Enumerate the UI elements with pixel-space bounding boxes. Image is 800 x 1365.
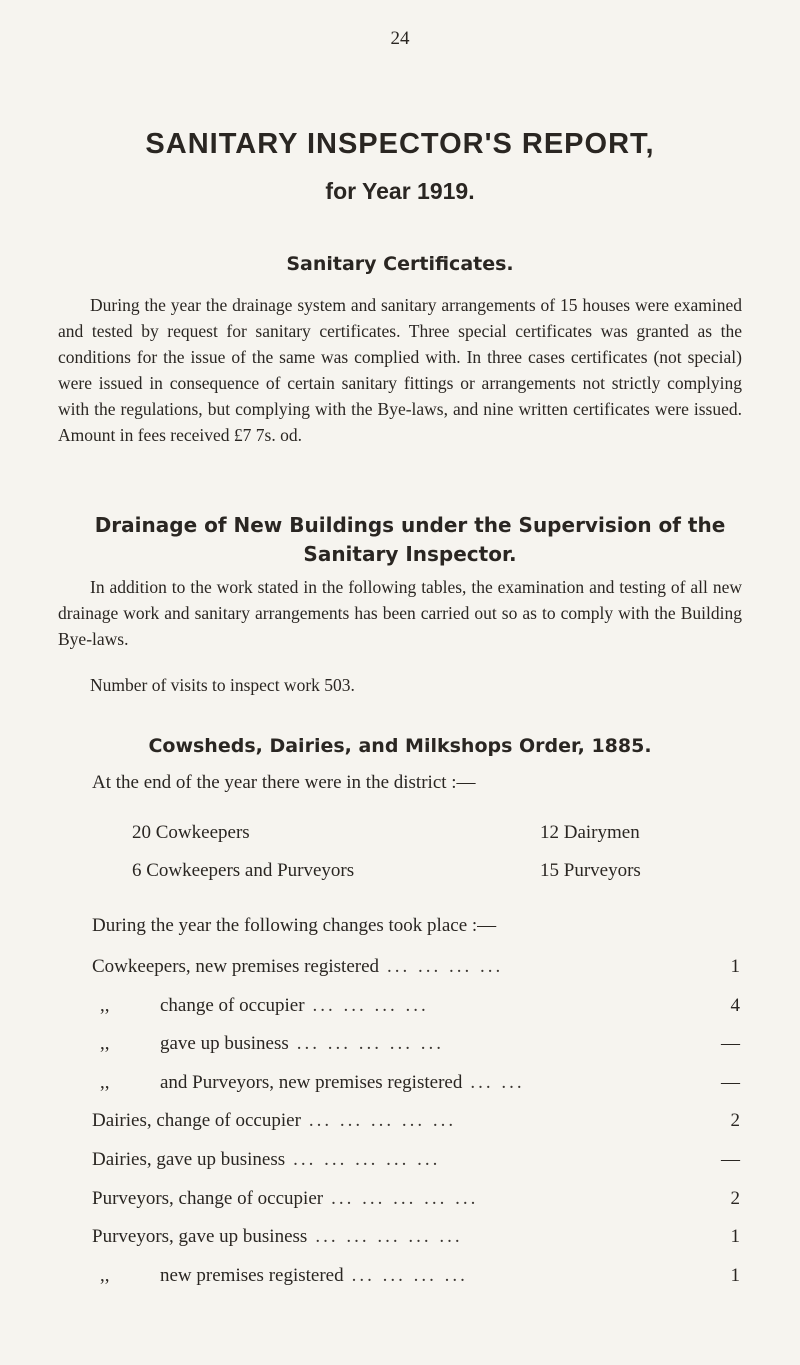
change-label: and Purveyors, new premises registered: [160, 1071, 463, 1093]
change-label: Dairies, gave up business: [92, 1148, 286, 1170]
dot-leaders: ... ... ... ...: [312, 994, 429, 1016]
paragraph-drainage: In addition to the work stated in the following tables, the examination and testing of all new drainage work and sanitary arrangements has been carried out so as to comply with the Building Bye-laws.: [58, 577, 742, 649]
ditto-mark: ,,: [100, 1264, 110, 1286]
count-cowkeepers: 20 Cowkeepers: [132, 822, 250, 843]
dot-leaders: ... ... ... ... ...: [293, 1148, 441, 1170]
dot-leaders: ... ... ... ... ...: [296, 1033, 445, 1055]
change-value: —: [721, 1033, 740, 1055]
change-row: [92, 1110, 740, 1149]
change-value: 2: [730, 1110, 740, 1132]
heading-cowsheds: Cowsheds, Dairies, and Milkshops Order, 1885.: [148, 735, 652, 757]
change-value: 1: [730, 1264, 740, 1286]
cowsheds-intro: At the end of the year there were in the district :—: [92, 772, 476, 793]
changes-intro: During the year the following changes took place :—: [92, 915, 497, 936]
change-label: Purveyors, change of occupier: [92, 1187, 324, 1209]
count-dairymen: 12 Dairymen: [540, 822, 640, 843]
change-value: 4: [730, 994, 740, 1016]
change-value: —: [721, 1148, 740, 1170]
count-row: [132, 852, 740, 890]
change-label: gave up business: [160, 1033, 289, 1055]
paragraph-sanitary-certificates: During the year the drainage system and sanitary arrangements of 15 houses were examined and tested by request for sanitary certificates. Three special certificates was granted as the conditions for the issue of the same was complied with. In three cases certificates (not special) were issued in consequence of certain sanitary fittings or arrangements not strictly complying with the regulations, but complying with the Bye-laws, and nine written certificates were issued. Amount in fees received £7 7s. od.: [58, 295, 742, 445]
change-value: 2: [730, 1187, 740, 1209]
change-value: 1: [730, 1226, 740, 1248]
paragraph-visits: Number of visits to inspect work 503.: [90, 675, 355, 695]
heading-sanitary-certificates: Sanitary Certificates.: [286, 253, 514, 275]
dot-leaders: ... ... ... ... ...: [315, 1226, 463, 1248]
ditto-mark: ,,: [100, 1033, 110, 1055]
dot-leaders: ... ...: [470, 1071, 525, 1093]
ditto-mark: ,,: [100, 994, 110, 1016]
change-row: [92, 1149, 740, 1188]
report-subtitle: for Year 1919.: [325, 178, 475, 204]
change-row: [92, 1033, 740, 1072]
changes-list: [92, 956, 740, 1303]
dot-leaders: ... ... ... ...: [387, 956, 504, 977]
change-value: 1: [730, 956, 740, 977]
change-label: change of occupier: [160, 994, 305, 1016]
count-row: [132, 814, 740, 852]
change-label: Purveyors, gave up business: [92, 1226, 308, 1248]
page-number: 24: [390, 28, 410, 49]
change-label: new premises registered: [160, 1264, 344, 1286]
change-row: [92, 1072, 740, 1111]
change-value: —: [721, 1071, 740, 1093]
change-label: Dairies, change of occupier: [92, 1110, 301, 1132]
heading-drainage: Drainage of New Buildings under the Supervision of the Sanitary Inspector.: [94, 513, 726, 566]
ditto-mark: ,,: [100, 1071, 110, 1093]
count-cowkeepers-purveyors: 6 Cowkeepers and Purveyors: [132, 860, 355, 881]
count-purveyors: 15 Purveyors: [540, 860, 641, 881]
change-row: [92, 1188, 740, 1227]
dot-leaders: ... ... ... ...: [351, 1264, 468, 1286]
dot-leaders: ... ... ... ... ...: [308, 1110, 457, 1132]
report-title: SANITARY INSPECTOR'S REPORT,: [145, 128, 655, 160]
dot-leaders: ... ... ... ... ...: [331, 1187, 479, 1209]
change-row: [92, 995, 740, 1034]
change-label: Cowkeepers, new premises registered: [92, 956, 380, 977]
district-counts: [132, 814, 740, 890]
change-row: [92, 956, 740, 995]
change-row: [92, 1226, 740, 1265]
change-row: [92, 1265, 740, 1304]
